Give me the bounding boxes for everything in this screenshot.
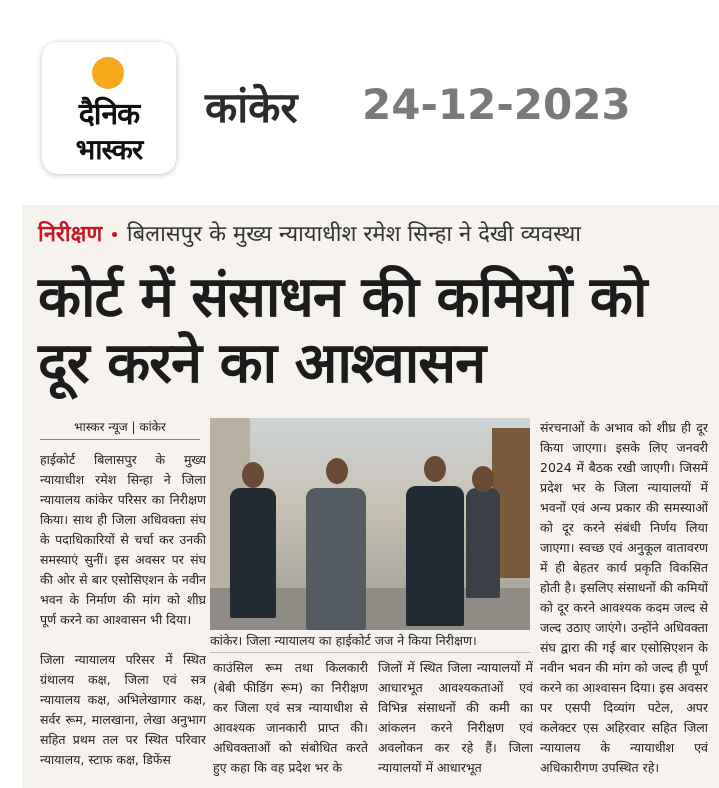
city-name: कांकेर — [205, 83, 298, 132]
article-column-4: संरचनाओं के अभाव को शीघ्र ही दूर किया जाएगा। इसके लिए जनवरी 2024 में बैठक रखी जाएगी। जिसमें प्रदेश भर के जिला न्यायालयों में भवनों एवं अन्य प्रकार की समस्याओं को दूर करने संबंधी निर्णय लिया जाएगा। स्वच्छ एवं अनुकूल वातावरण में ही बेहतर कार्य प्रकृति विकसित होती है। इसलिए संसाधनों की कमियों को दूर करने आवश्यक कदम जल्द से जल्द उठाए जाएंगे। उन्होंने अधिवक्ता संघ द्वारा की गई बार एसोसिएशन के नवीन भवन की मांग को जल्द ही पूर्ण करने का आश्वासन दिया। इस अवसर पर एसपी दिव्यांग पटेल, अपर कलेक्टर एस अहिरवार सहित जिला न्यायालय के न्यायाधीश एवं अधिकारीगण उपस्थित रहे। — [540, 420, 708, 775]
bullet-dot-icon: • — [109, 225, 120, 246]
byline: भास्कर न्यूज | कांकेर — [40, 418, 200, 440]
kicker-text: बिलासपुर के मुख्य न्यायाधीश रमेश सिन्हा ने देखी व्यवस्था — [126, 222, 582, 247]
photo-caption: कांकेर। जिला न्यायालय का हाईकोर्ट जज ने किया निरीक्षण। — [210, 632, 530, 653]
sun-icon — [92, 57, 124, 89]
headline: कोर्ट में संसाधन की कमियों को दूर करने का आश्वासन — [38, 265, 647, 396]
dainik-bhaskar-logo — [42, 42, 176, 174]
publish-date: 24-12-2023 — [362, 80, 631, 129]
kicker-label: निरीक्षण — [38, 222, 103, 247]
article-column-3: जिलों में स्थित जिला न्यायालयों में आधारभूत आवश्यकताओं एवं विभिन्न संसाधनों की कमी का आंकलन करने निरीक्षण एवं अवलोकन कर रहे हैं। जिला न्यायालयों में आधारभूत — [378, 660, 533, 775]
article-column-1-continued: जिला न्यायालय परिसर में स्थित ग्रंथालय कक्ष, जिला एवं सत्र न्यायालय कक्ष, अभिलेखागार कक्ष, सर्वर रूम, मालखाना, लेखा अनुभाग सहित प्रथम तल पर स्थित परिवार न्यायालय, स्टाफ कक्ष, डिफेंस — [40, 652, 206, 767]
logo-line-2: भास्कर — [75, 133, 143, 166]
article-column-1: हाईकोर्ट बिलासपुर के मुख्य न्यायाधीश रमेश सिन्हा ने जिला न्यायालय कांकेर परिसर का निरीक्षण किया। साथ ही जिला अधिवक्ता संघ के पदाधिकारियों से चर्चा कर उनकी समस्याएं सुनीं। इस अवसर पर संघ की ओर से बार एसोसिएशन के नवीन भवन के निर्माण की मांग को शीघ्र पूर्ण करने का आश्वासन भी दिया। — [40, 452, 206, 627]
header-bar — [0, 0, 719, 205]
logo-line-1: दैनिक — [78, 97, 140, 132]
news-photo — [210, 418, 530, 630]
article-column-2: काउंसिल रूम तथा किलकारी (बेबी फीडिंग रूम) का निरीक्षण कर जिला एवं सत्र न्यायाधीश से आवश्यक जानकारी प्राप्त की। अधिवक्ताओं को संबोधित करते हुए कहा कि वह प्रदेश भर के — [213, 660, 368, 775]
kicker — [38, 218, 581, 248]
